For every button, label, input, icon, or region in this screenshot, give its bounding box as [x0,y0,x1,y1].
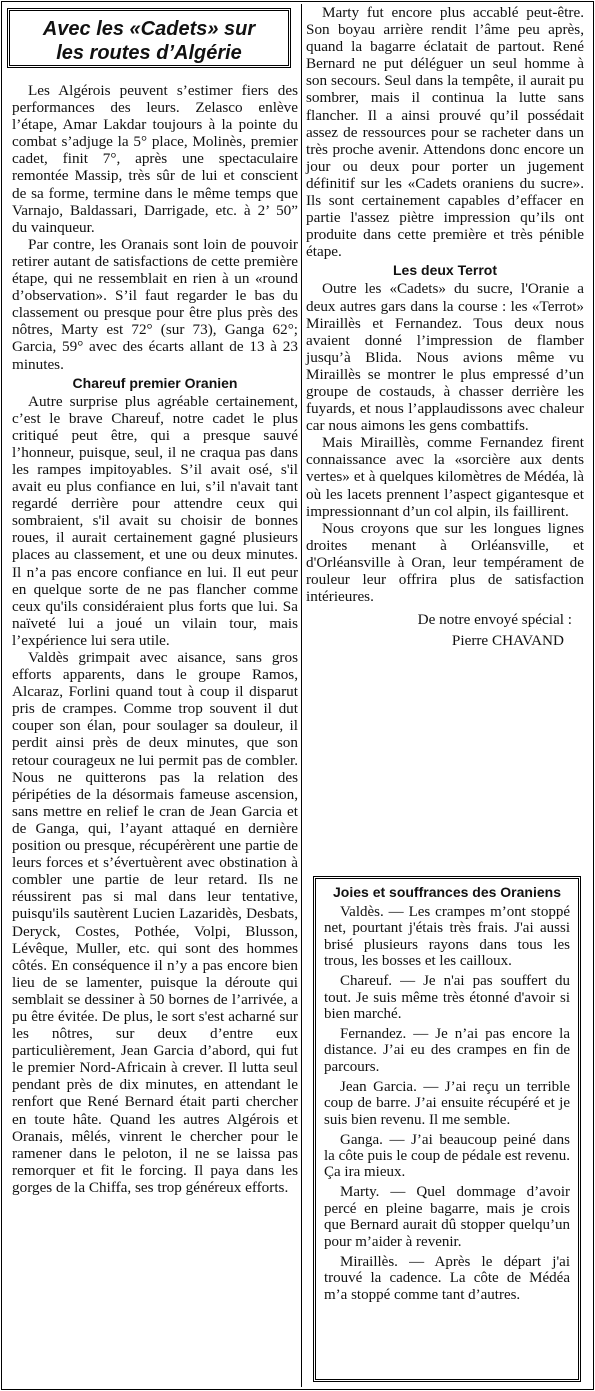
article-title-box [7,8,291,68]
paragraph-1: Les Algérois peuvent s’estimer fiers des performances des leurs. Zelasco enlève l’étape, Amar Lakdar toujours à la pointe du combat s’adjuge la 5° place, Molinès, premier cadet, finit 7°, après une spectaculaire remontée Massip, très sûr de lui et conscient de sa forme, termine dans le même temps que Varnajo, Baldassari, Darrigade, etc. à 2’ 50” du vainqueur. [12,82,298,236]
byline-label: De notre envoyé spécial : [417,611,572,629]
subhead-terrot: Les deux Terrot [393,262,497,279]
quote-ganga: Ganga. — J’ai beaucoup peiné dans la côte puis le coup de pédale est revenu. Ça ira mieux. [324,1131,570,1181]
paragraph-5: Marty fut encore plus accablé peut-être. Son boyau arrière rendit l’âme peu après, quand la bagarre éclatait de partout. René Bernard ne put déléguer un seul homme à son secours. Seul dans la tempête, il aurait pu sombrer, mais il continua la lutte sans flancher. Il a ainsi prouvé qu’il possédait assez de ressources pour se racheter dans un très proche avenir. Attendons donc encore un jour ou deux pour porter un jugement définitif sur les «Cadets oraniens du sucre». Ils sont certainement capables d’effacer en partie l'assez piètre impression qu’ils ont produite dans cette première et très pénible étape. [306,4,584,261]
quote-fernandez: Fernandez. — Je n’ai pas encore la distance. J’ai eu des crampes en fin de parcours. [324,1026,570,1075]
quote-garcia: Jean Garcia. — J’ai reçu un terrible coup de barre. J’ai ensuite récupéré et je suis bien revenu. Il me semble. [324,1078,570,1128]
paragraph-8: Nous croyons que sur les longues lignes droites menant à Orléansville, et d'Orléansville à Oran, leur tempérament de rouleur leur offrira plus de satisfaction intérieures. [306,519,584,606]
paragraph-2: Par contre, les Oranais sont loin de pouvoir retirer autant de satisfactions de cette première étape, qui ne ressemblait en rien à un «round d’observation». S’il faut regarder le bas du classement ou presque pour être plus près des nôtres, Marty est 72° (sur 73), Ganga 62°; Garcia, 59° avec des écarts allant de 13 à 23 minutes. [12,235,298,373]
quote-mirailles: Miraillès. — Après le départ j'ai trouvé la cadence. La côte de Médéa m’a stoppé comme tant d’autres. [324,1253,570,1303]
byline-author: Pierre CHAVAND [451,632,564,650]
subhead-chareuf: Chareuf premier Oranien [72,374,238,391]
left-column [12,82,298,1196]
quote-chareuf: Chareuf. — Je n'ai pas souffert du tout. Je suis même très étonné d'avoir si bien marché. [324,973,570,1023]
sidebar-title: Joies et souffrances des Oraniens [333,884,561,900]
paragraph-3: Autre surprise plus agréable certainement, c’est le brave Chareuf, notre cadet le plus critiqué peut être, qui a presque sauvé l’honneur, puisque, seul, il ne craqua pas dans les rampes impitoyables. S’il avait osé, s'il avait eu plus confiance en lui, s’il n'avait tant regardé derrière pour attendre ceux qui sombraient, s'il avait su choisir de bonnes roues, il aurait certainement gagné plusieurs places au classement, et une ou deux minutes. Il n’a pas encore confiance en lui. Il eut peur en quelque sorte de ne pas flancher comme ceux qu'ils considéraient plus forts que lui. Sa naïveté lui a joué un vilain tour, mais l’expérience lui sera utile. [12,392,298,649]
article-title-line-1: Avec les «Cadets» sur [42,18,256,40]
quote-valdes: Valdès. — Les crampes m’ont stoppé net, pourtant j'étais très frais. J'ai aussi brisé plusieurs rayons dans tous les trous, les bosses et les cailloux. [324,904,570,970]
paragraph-6: Outre les «Cadets» du sucre, l'Oranie a deux autres gars dans la course : les «Terrot» Miraillès et Fernandez. Tous deux nous avaient donné l’impression de flamber jusqu’à Blida. Nous avions même vu Miraillès se montrer le plus empressé d’un groupe de costauds, à chasser derrière les fuyards, et nous l’applaudissons avec chaleur car nous aimons les gens combattifs. [306,280,584,435]
article-title-line-2: les routes d’Algérie [56,42,242,64]
paragraph-4: Valdès grimpait avec aisance, sans gros efforts apparents, dans le groupe Ramos, Alcaraz, Forlini quand tout à coup il disparut pris de crampes. Comme trop souvent il dut couper son élan, pour soulager sa douleur, il perdit ainsi près de deux minutes, que son retour courageux ne lui permit pas de combler. Nous ne quitterons pas la relation des péripéties de la désormais fameuse ascension, sans mettre en relief le cran de Jean Garcia et de Ganga, qui, l’ayant attaqué en dernière position ou presque, récupérèrent une partie de leurs forces et s’évertuèrent avec obstination à combler une partie de leur retard. Ils ne réussirent pas si mal dans leur tentative, puisqu'ils sautèrent Lucien Lazaridès, Desbats, Deryck, Costes, Pothée, Volpi, Blusson, Lévêque, Muller, etc. qui sont des hommes côtés. En conséquence il n’y a pas encore bien lieu de se lamenter, puisque la déroute qui semblait se dessiner à 50 bornes de l’arrivée, a pu être évitée. De plus, le sort s'est acharné sur les nôtres, sur deux d’entre eux particulièrement, Jean Garcia d’abord, qui fut le premier Nord-Africain à crever. Il lutta seul pendant près de dix minutes, en attendant le renfort que René Bernard était parti chercher en toute hâte. Quand les autres Algérois et Oranais, mêlés, vinrent le chercher pour le ramener dans le peloton, il ne se laissa pas remorquer et fit le forcing. Il paya dans les gorges de la Chiffa, ses trop généreux efforts. [12,649,298,1196]
column-divider [301,4,302,1387]
sidebar-box [313,876,581,1382]
quote-marty: Marty. — Quel dommage d’avoir percé en pleine bagarre, mais je crois que Bernard aurait dû stopper quelqu’un pour m’aider à revenir. [324,1184,570,1250]
right-column [306,4,584,649]
paragraph-7: Mais Miraillès, comme Fernandez firent connaissance avec la «sorcière aux dents vertes» et à quelques kilomètres de Médéa, là où les lacets prennent l’aspect gigantesque et impressionnant d’un col alpin, ils faillirent. [306,434,584,520]
